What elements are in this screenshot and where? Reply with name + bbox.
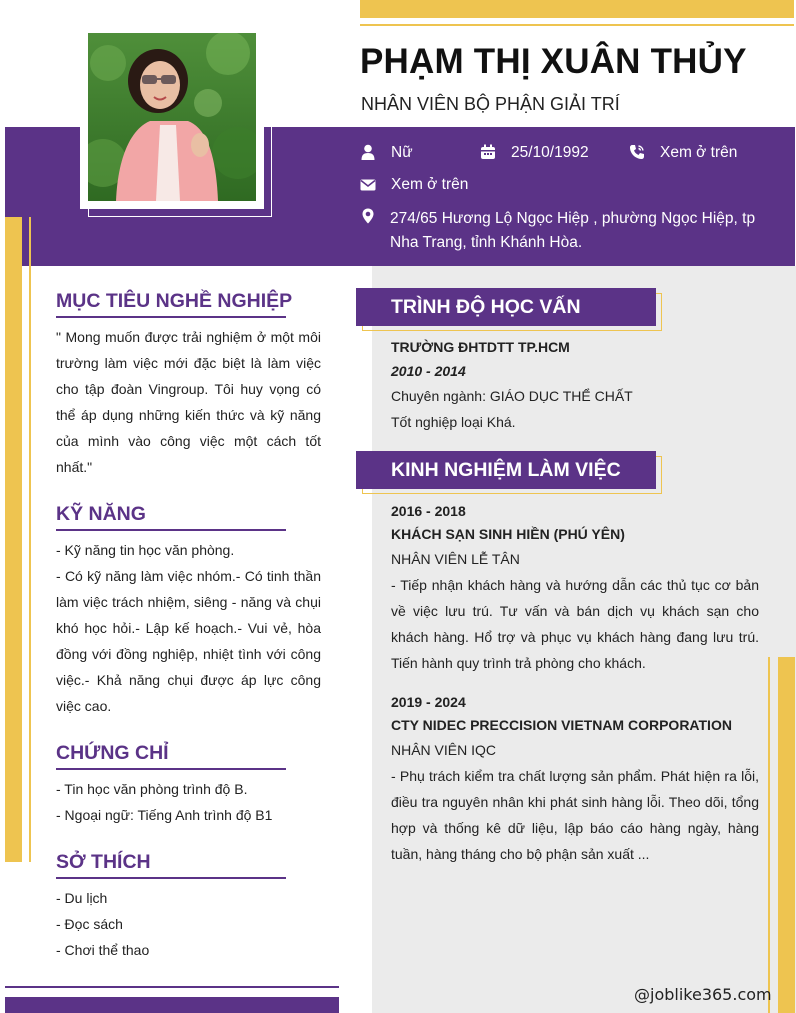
- hobby-item: - Chơi thể thao: [56, 942, 150, 958]
- hobby-item: - Du lịch: [56, 890, 108, 906]
- objective-underline: [56, 316, 286, 318]
- education-result: Tốt nghiệp loại Khá.: [391, 414, 516, 430]
- experience-title: KINH NGHIỆM LÀM VIỆC: [356, 451, 656, 489]
- certificates-underline: [56, 768, 286, 770]
- hobby-item: - Đọc sách: [56, 916, 123, 932]
- phone-icon: [629, 144, 645, 160]
- education-major: Chuyên ngành: GIÁO DỤC THỂ CHẤT: [391, 388, 633, 404]
- envelope-icon: [360, 177, 376, 193]
- profile-photo: [88, 33, 256, 201]
- top-gold-bar: [360, 0, 794, 18]
- left-gold-line: [29, 217, 31, 862]
- calendar-icon: [480, 144, 496, 160]
- job-company: CTY NIDEC PRECCISION VIETNAM CORPORATION: [391, 717, 732, 733]
- top-gold-line: [360, 24, 794, 26]
- bottom-purple-bar: [5, 997, 339, 1013]
- skills-item: - Có kỹ năng làm việc nhóm.- Có tinh thần làm việc trách nhiệm, siêng - năng và chụi khó học hỏi.- Lập kế hoạch.- Vui vẻ, hòa đồng với đồng nghiệp, nhiệt tình với công việc.- Khả năng chụi được áp lực công việc cao.: [56, 568, 321, 714]
- certificate-item: - Tin học văn phòng trình độ B.: [56, 781, 248, 797]
- objective-text: " Mong muốn được trải nghiệm ở một môi trường làm việc mới đặc biệt là làm việc cho tập đoàn Vingroup. Tôi huy vọng có thể áp dụng những kiến thức và kỹ năng của mình vào công việc một cách tốt nhất.": [56, 329, 321, 475]
- skills-item: - Kỹ năng tin học văn phòng.: [56, 542, 235, 558]
- hobbies-title: SỞ THÍCH: [56, 851, 151, 873]
- address-value: 274/65 Hương Lộ Ngọc Hiệp , phường Ngọc Hiệp, tp Nha Trang, tỉnh Khánh Hòa.: [390, 210, 756, 251]
- education-school: TRƯỜNG ĐHTDTT TP.HCM: [391, 339, 570, 355]
- candidate-job-title: NHÂN VIÊN BỘ PHẬN GIẢI TRÍ: [361, 94, 620, 114]
- person-icon: [360, 144, 376, 160]
- map-pin-icon: [360, 208, 376, 224]
- birthdate-value: 25/10/1992: [511, 144, 589, 161]
- right-gold-line: [768, 657, 770, 1013]
- bottom-purple-line: [5, 986, 339, 988]
- right-gold-bar: [778, 657, 795, 1013]
- phone-value: Xem ở trên: [660, 144, 738, 161]
- job-company: KHÁCH SẠN SINH HIỀN (PHÚ YÊN): [391, 526, 625, 542]
- job-years: 2016 - 2018: [391, 503, 466, 519]
- job-description: - Tiếp nhận khách hàng và hướng dẫn các thủ tục cơ bản về việc lưu trú. Tư vấn và bán dịch vụ khách sạn cho khách hàng. Hổ trợ và phục vụ khách hàng đang lưu trú. Tiến hành quy trình trả phòng cho khách.: [391, 577, 759, 671]
- candidate-name: PHẠM THỊ XUÂN THỦY: [360, 42, 747, 81]
- certificate-item: - Ngoại ngữ: Tiếng Anh trình độ B1: [56, 807, 273, 823]
- email-value: Xem ở trên: [391, 176, 469, 193]
- gender-value: Nữ: [391, 144, 413, 161]
- education-title: TRÌNH ĐỘ HỌC VẤN: [356, 288, 656, 326]
- hobbies-underline: [56, 877, 286, 879]
- left-gold-bar: [5, 217, 22, 862]
- objective-title: MỤC TIÊU NGHỀ NGHIỆP: [56, 290, 293, 312]
- job-position: NHÂN VIÊN IQC: [391, 742, 497, 758]
- job-position: NHÂN VIÊN LỄ TÂN: [391, 551, 520, 567]
- certificates-title: CHỨNG CHỈ: [56, 742, 169, 764]
- watermark-text: @joblike365.com: [634, 985, 772, 1004]
- job-description: - Phụ trách kiểm tra chất lượng sản phẩm. Phát hiện ra lỗi, điều tra nguyên nhân khi phát sinh hàng lỗi. Theo dõi, tổng hợp và thống kê dữ liệu, lập báo cáo hàng ngày, hàng tuần, hàng tháng cho bộ phận sản xuất ...: [391, 768, 759, 862]
- education-years: 2010 - 2014: [391, 363, 466, 379]
- skills-title: KỸ NĂNG: [56, 503, 146, 525]
- skills-underline: [56, 529, 286, 531]
- job-years: 2019 - 2024: [391, 694, 466, 710]
